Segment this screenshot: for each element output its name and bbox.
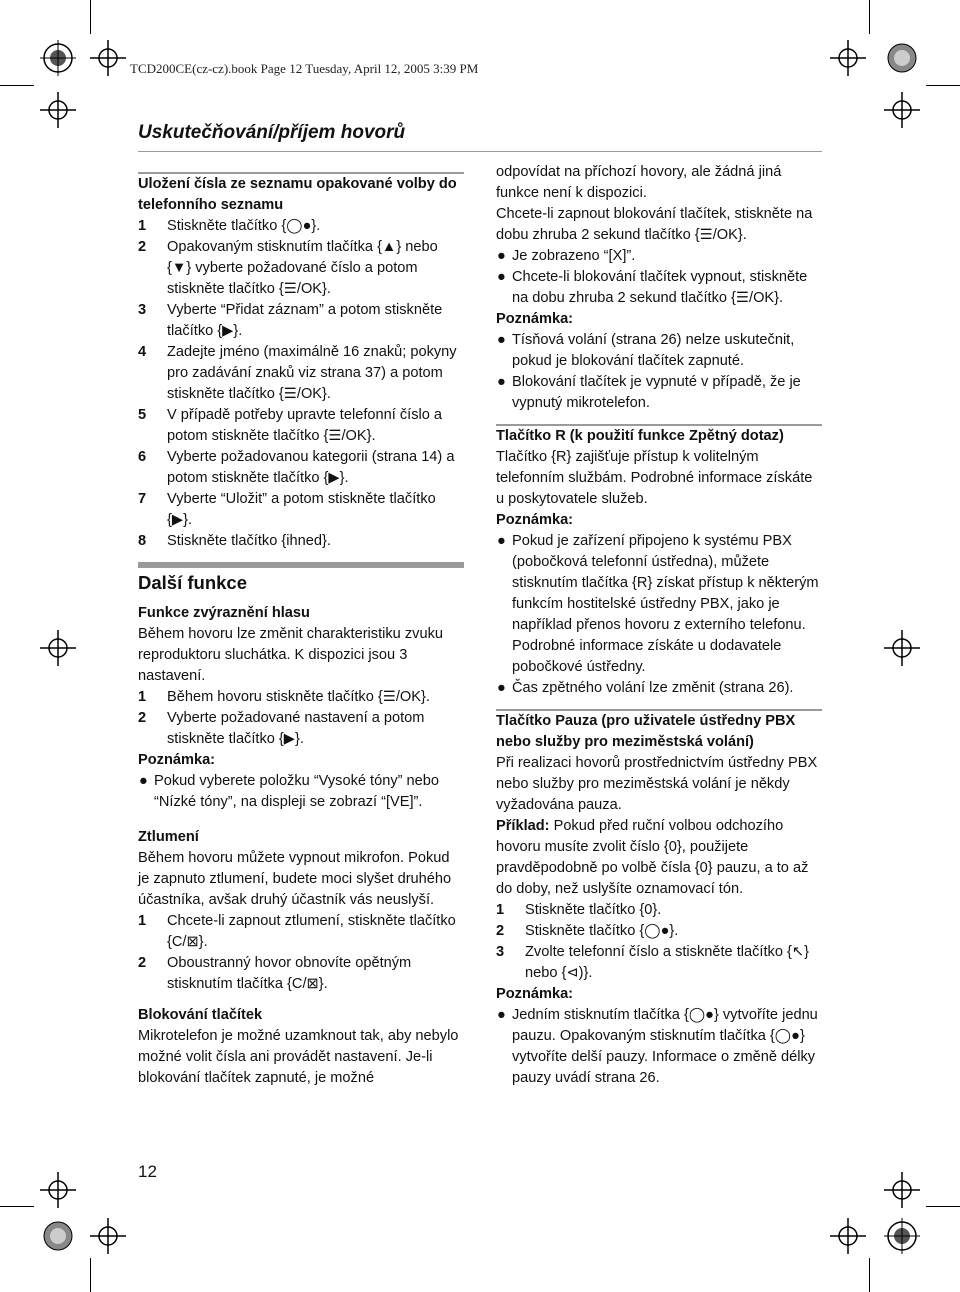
step-item [138, 342, 464, 405]
step-text: Stiskněte tlačítko {◯●}. [167, 218, 321, 234]
section-title: Uskutečňování/příjem hovorů [138, 122, 406, 143]
r-heading: Tlačítko R (k použití funkce Zpětný dotaz) [496, 428, 784, 444]
step-number: 5 [138, 407, 147, 423]
step-item [138, 447, 464, 489]
step-number: 7 [138, 491, 147, 507]
example-label: Příklad: [496, 818, 550, 834]
registration-cross-icon [830, 40, 866, 76]
pause-heading: Tlačítko Pauza (pro uživatele ústředny PBX nebo služby pro meziměstská volání) [496, 713, 796, 750]
step-text: Vyberte požadované nastavení a potom stiskněte tlačítko {▶}. [167, 710, 425, 747]
voice-heading: Funkce zvýraznění hlasu [138, 605, 310, 621]
step-item [138, 531, 464, 552]
step-number: 2 [138, 239, 147, 255]
step-number: 3 [138, 302, 147, 318]
list-item: ● Pokud vyberete položku “Vysoké tóny” nebo “Nízké tóny”, na displeji se zobrazí “[VE]”. [139, 773, 440, 810]
example-text: Pokud před ruční volbou odchozího hovoru musíte zvolit číslo {0}, použijete pravděpodobně po volbě čísla {0} pauzu, a to až do doby, než uslyšíte oznamovací tón. [496, 818, 809, 897]
voice-text: Během hovoru lze změnit charakteristiku zvuku reproduktoru sluchátka. K dispozici jsou 3 nastavení. [138, 626, 443, 684]
list-item: ● Jedním stisknutím tlačítka {◯●} vytvoříte jednu pauzu. Opakovaným stisknutím tlačítka {◯●} vytvoříte delší pauzy. Informace o změně délky pauzy uvádí strana 26. [497, 1007, 818, 1086]
lock-heading: Blokování tlačítek [138, 1007, 263, 1023]
save-steps [138, 216, 464, 552]
pause-text: Při realizaci hovorů prostřednictvím ústředny PBX nebo služby pro meziměstská volání je někdy vyžadována pauza. [496, 755, 818, 813]
step-number: 6 [138, 449, 147, 465]
step-item [138, 300, 464, 342]
crop-mark [90, 1258, 91, 1292]
step-text: Zadejte jméno (maximálně 16 znaků; pokyny pro zadávání znaků viz strana 37) a potom stiskněte tlačítko {☰/OK}. [167, 344, 457, 402]
registration-mark-icon [40, 40, 76, 76]
step-text: Stiskněte tlačítko {0}. [525, 902, 662, 918]
step-text: Oboustranný hovor obnovíte opětným stisknutím tlačítka {C/⊠}. [167, 955, 412, 992]
step-number: 2 [138, 955, 147, 971]
step-item [138, 216, 464, 237]
note-label: Poznámka: [496, 986, 574, 1002]
voice-note: Pokud vyberete položku “Vysoké tóny” nebo “Nízké tóny”, na displeji se zobrazí “[VE]”. [154, 773, 440, 810]
crop-mark [869, 1258, 870, 1292]
mute-steps [138, 911, 464, 995]
example [496, 816, 822, 900]
further-heading: Další funkce [138, 572, 247, 593]
step-item [138, 687, 464, 708]
step-item [496, 900, 822, 921]
step-number: 8 [138, 533, 147, 549]
step-number: 2 [138, 710, 147, 726]
registration-cross-icon [884, 630, 920, 666]
registration-cross-icon [830, 1218, 866, 1254]
registration-cross-icon [40, 630, 76, 666]
list-item: ● Je zobrazeno “[X]”. [497, 248, 636, 264]
step-item [138, 405, 464, 447]
note-label: Poznámka: [138, 752, 216, 768]
list-item: ● Tísňová volání (strana 26) nelze uskutečnit, pokud je blokování tlačítek zapnuté. [497, 332, 795, 369]
lock-on: Chcete-li zapnout blokování tlačítek, stiskněte na dobu zhruba 2 sekund tlačítko {☰/OK}. [496, 206, 813, 243]
registration-mark-icon [884, 1218, 920, 1254]
step-text: Vyberte požadovanou kategorii (strana 14) a potom stiskněte tlačítko {▶}. [167, 449, 455, 486]
left-column [138, 172, 464, 1089]
step-text: Vyberte “Uložit” a potom stiskněte tlačítko {▶}. [167, 491, 436, 528]
registration-cross-icon [90, 40, 126, 76]
crop-mark [926, 85, 960, 86]
note-label: Poznámka: [496, 512, 574, 528]
step-text: Během hovoru stiskněte tlačítko {☰/OK}. [167, 689, 430, 705]
registration-cross-icon [884, 92, 920, 128]
save-heading: Uložení čísla ze seznamu opakované volby do telefonního seznamu [138, 176, 457, 213]
mute-text: Během hovoru můžete vypnout mikrofon. Pokud je zapnuto ztlumení, budete moci slyšet druhého účastníka, avšak druhý účastník vás neuslyší. [138, 850, 452, 908]
registration-mark-icon [40, 1218, 76, 1254]
lock-text: Mikrotelefon je možné uzamknout tak, aby nebylo možné volit čísla ani provádět nastavení. Je-li blokování tlačítek zapnuté, je možné [138, 1028, 459, 1086]
step-text: Zvolte telefonní číslo a stiskněte tlačítko {↖} nebo {⊲)}. [525, 944, 809, 981]
step-text: Stiskněte tlačítko {◯●}. [525, 923, 679, 939]
step-item [496, 921, 822, 942]
crop-mark [869, 0, 870, 34]
crop-mark [0, 85, 34, 86]
step-number: 1 [138, 689, 147, 705]
step-item [138, 708, 464, 750]
registration-mark-icon [884, 40, 920, 76]
voice-steps [138, 687, 464, 750]
pause-steps [496, 900, 822, 984]
step-item [496, 942, 822, 984]
step-item [138, 953, 464, 995]
list-item: ● Blokování tlačítek je vypnuté v případě, že je vypnutý mikrotelefon. [497, 374, 801, 411]
step-item [138, 911, 464, 953]
note-label: Poznámka: [496, 311, 574, 327]
list-item: ● Chcete-li blokování tlačítek vypnout, stiskněte na dobu zhruba 2 sekund tlačítko {☰/OK}. [497, 269, 808, 306]
step-text: Opakovaným stisknutím tlačítka {▲} nebo {▼} vyberte požadované číslo a potom stiskněte tlačítko {☰/OK}. [167, 239, 438, 297]
step-number: 3 [496, 944, 505, 960]
step-text: Vyberte “Přidat záznam” a potom stiskněte tlačítko {▶}. [167, 302, 443, 339]
registration-cross-icon [90, 1218, 126, 1254]
mute-heading: Ztlumení [138, 829, 199, 845]
crop-mark [90, 0, 91, 34]
list-item: ● Čas zpětného volání lze změnit (strana 26). [497, 680, 794, 696]
step-item [138, 489, 464, 531]
step-text: Chcete-li zapnout ztlumení, stiskněte tlačítko {C/⊠}. [167, 913, 456, 950]
list-item: ● Pokud je zařízení připojeno k systému PBX (pobočková telefonní ústředna), můžete stisknutím tlačítka {R} získat přístup k některým funkcím hostitelské ústředny PBX, jako je například přenos hovoru z externího telefonu. Podrobné informace získáte u dodavatele pobočkové ústředny. [497, 533, 819, 675]
pause-note: Jedním stisknutím tlačítka {◯●} vytvoříte jednu pauzu. Opakovaným stisknutím tlačítka {◯●} vytvoříte delší pauzy. Informace o změně délky pauzy uvádí strana 26. [512, 1007, 818, 1086]
step-number: 2 [496, 923, 505, 939]
registration-cross-icon [884, 1172, 920, 1208]
right-column [496, 162, 822, 1089]
step-number: 1 [138, 913, 147, 929]
registration-cross-icon [40, 92, 76, 128]
section-rule [138, 151, 822, 152]
step-number: 4 [138, 344, 147, 360]
registration-cross-icon [40, 1172, 76, 1208]
step-number: 1 [496, 902, 505, 918]
page-number: 12 [138, 1162, 157, 1181]
crop-mark [926, 1206, 960, 1207]
step-item [138, 237, 464, 300]
step-text: Stiskněte tlačítko {ihned}. [167, 533, 331, 549]
step-text: V případě potřeby upravte telefonní číslo a potom stiskněte tlačítko {☰/OK}. [167, 407, 443, 444]
lock-cont: odpovídat na příchozí hovory, ale žádná jiná funkce není k dispozici. [496, 164, 782, 201]
r-text: Tlačítko {R} zajišťuje přístup k volitelným telefonním službám. Podrobné informace získáte u poskytovatele služeb. [496, 449, 813, 507]
book-info-header: TCD200CE(cz-cz).book Page 12 Tuesday, April 12, 2005 3:39 PM [130, 61, 479, 76]
crop-mark [0, 1206, 34, 1207]
step-number: 1 [138, 218, 147, 234]
